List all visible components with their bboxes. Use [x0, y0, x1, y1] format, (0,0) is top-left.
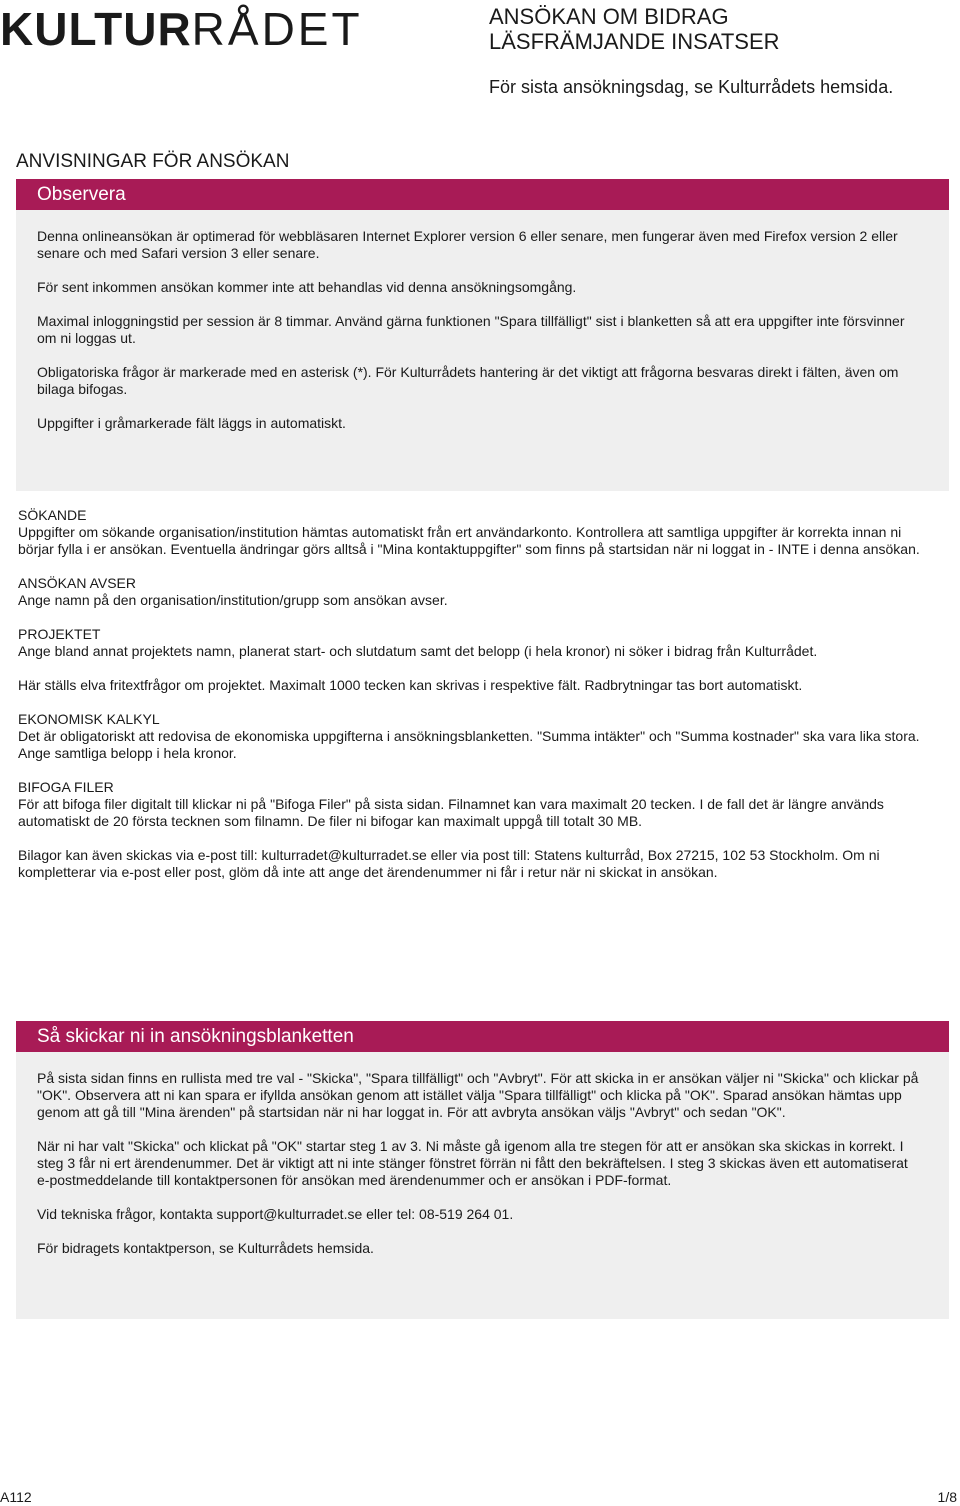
section-text: För att bifoga filer digitalt till klickar ni på "Bifoga Filer" på sista sidan. Filnamnet kan vara maximalt 20 tecken. I de fall det är längre används automatiskt de 20 första tecknen som filnamn. De filer ni bifogar kan maximalt uppgå till totalt 30 MB.	[18, 796, 884, 829]
section-bifoga-filer	[18, 779, 928, 830]
submit-paragraph: Vid tekniska frågor, kontakta support@kulturradet.se eller tel: 08-519 264 01.	[37, 1206, 514, 1222]
observe-paragraph: Maximal inloggningstid per session är 8 timmar. Använd gärna funktionen "Spara tillfälligt" sist i blanketten så att era uppgifter inte försvinner om ni loggas ut.	[37, 313, 905, 346]
instructions-heading: ANVISNINGAR FÖR ANSÖKAN	[16, 151, 290, 172]
section-projektet-fritext	[18, 677, 928, 694]
section-text: Uppgifter om sökande organisation/institution hämtas automatiskt från ert användarkonto. Kontrollera att samtliga uppgifter är korrekta innan ni börjar fylla i er ansökan. Eventuella ändringar görs alltså i "Mina kontaktuppgifter" som finns på startsidan när ni loggat in - INTE i denna ansökan.	[18, 524, 920, 557]
section-text: Det är obligatoriskt att redovisa de ekonomiska uppgifterna i ansökningsblanketten. "Summa intäkter" och "Summa kostnader" ska vara lika stora. Ange samtliga belopp i hela kronor.	[18, 728, 920, 761]
submit-paragraph: För bidragets kontaktperson, se Kulturrådets hemsida.	[37, 1240, 374, 1256]
submit-paragraph: När ni har valt "Skicka" och klickat på "OK" startar steg 1 av 3. Ni måste gå igenom alla tre stegen för att er ansökan ska skickas in korrekt. I steg 3 får ni ert ärendenummer. Det är viktigt att ni inte stänger fönstret förrän ni fått den bekräftelsen. I steg 3 skickas även ett automatiserat e-postmeddelande till kontaktpersonen för ansökan med ärendenummer och er ansökan i PDF-format.	[37, 1138, 908, 1188]
logo-radet: RÅDET	[191, 3, 363, 55]
section-text: Ange namn på den organisation/institution/grupp som ansökan avser.	[18, 592, 448, 608]
section-ansokan-avser	[18, 575, 928, 609]
page-number: 1/8	[937, 1489, 957, 1505]
observe-paragraph: För sent inkommen ansökan kommer inte att behandlas vid denna ansökningsomgång.	[37, 279, 577, 295]
form-title-line2: LÄSFRÄMJANDE INSATSER	[489, 29, 780, 54]
section-projektet	[18, 626, 928, 660]
observe-bar: Observera	[16, 179, 949, 210]
section-text: Här ställs elva fritextfrågor om projektet. Maximalt 1000 tecken kan skrivas i respektive fält. Radbrytningar tas bort automatiskt.	[18, 677, 803, 693]
submit-bar: Så skickar ni in ansökningsblanketten	[16, 1021, 949, 1052]
submit-paragraph: På sista sidan finns en rullista med tre val - "Skicka", "Spara tillfälligt" och "Avbryt". För att skicka in er ansökan väljer ni "Skicka" och klickar på "OK". Observera att ni kan spara er ifyllda ansökan genom att istället välja "Spara tillfälligt" och klicka på "OK". Sparad ansökan hämtas upp genom att gå till "Mina ärenden" på startsidan när ni har loggat in. För att avbryta ansökan väljs "Avbryt" och sedan "OK".	[37, 1070, 919, 1120]
form-title	[489, 4, 949, 54]
section-bilagor	[18, 847, 928, 881]
section-title: ANSÖKAN AVSER	[18, 575, 137, 591]
observe-paragraph: Uppgifter i gråmarkerade fält läggs in automatiskt.	[37, 415, 346, 431]
observe-paragraph: Denna onlineansökan är optimerad för webbläsaren Internet Explorer version 6 eller senare, men fungerar även med Firefox version 2 eller senare och med Safari version 3 eller senare.	[37, 228, 898, 261]
section-text: Bilagor kan även skickas via e-post till: kulturradet@kulturradet.se eller via post till: Statens kulturråd, Box 27215, 102 53 Stockholm. Om ni kompletterar via e-post eller post, glöm då inte att ange det ärendenummer ni får i retur när ni skickat in ansökan.	[18, 847, 880, 880]
section-title: BIFOGA FILER	[18, 779, 114, 795]
section-ekonomisk-kalkyl	[18, 711, 928, 762]
observe-paragraph: Obligatoriska frågor är markerade med en asterisk (*). För Kulturrådets hantering är det viktigt att frågorna besvaras direkt i fälten, även om bilaga bifogas.	[37, 364, 899, 397]
deadline-note: För sista ansökningsdag, se Kulturrådets hemsida.	[489, 77, 894, 97]
instruction-sections	[18, 507, 928, 898]
kulturradet-logo	[0, 4, 363, 54]
logo-kultur: KULTUR	[0, 3, 192, 55]
form-title-line1: ANSÖKAN OM BIDRAG	[489, 4, 729, 29]
section-title: EKONOMISK KALKYL	[18, 711, 160, 727]
observe-box	[16, 179, 949, 491]
section-sokande	[18, 507, 928, 558]
section-text: Ange bland annat projektets namn, planerat start- och slutdatum samt det belopp (i hela kronor) ni söker i bidrag från Kulturrådet.	[18, 643, 818, 659]
section-title: PROJEKTET	[18, 626, 101, 642]
submit-box	[16, 1021, 949, 1319]
form-code: A112	[0, 1489, 32, 1505]
section-title: SÖKANDE	[18, 507, 87, 523]
